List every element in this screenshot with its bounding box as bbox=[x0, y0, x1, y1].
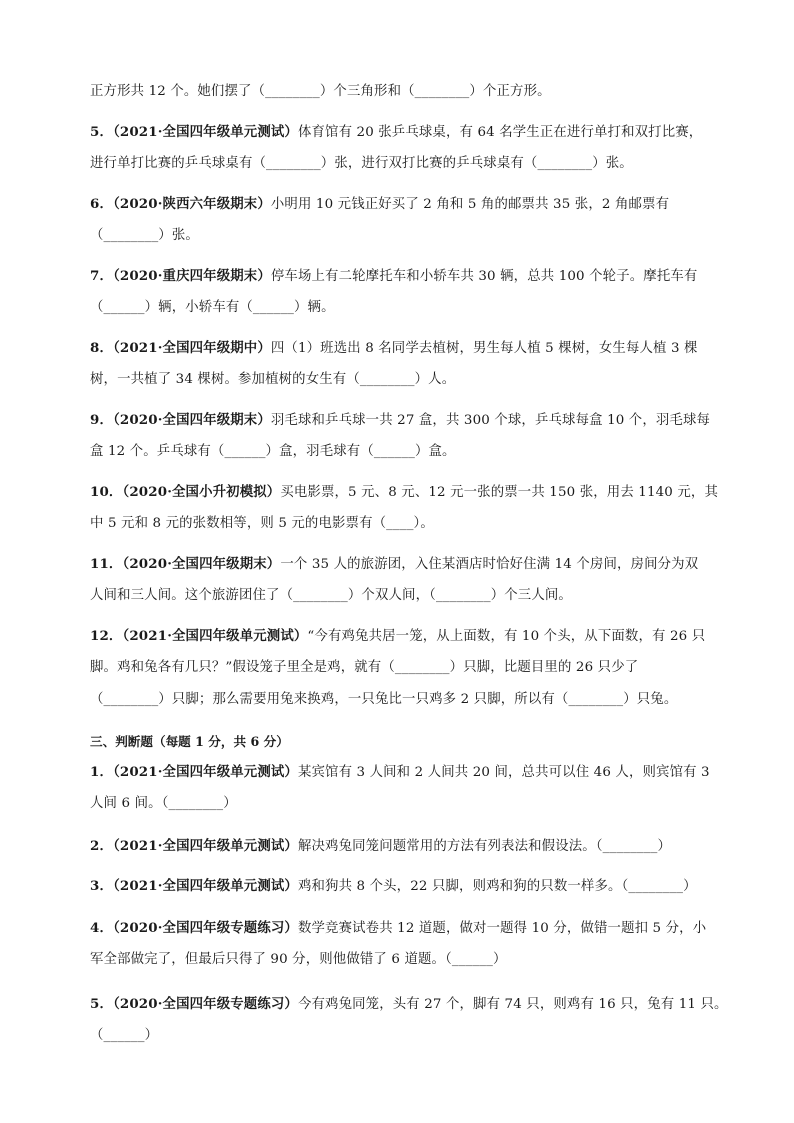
line-text: 买电影票，5 元、8 元、12 元一张的票一共 150 张，用去 1140 元，其 bbox=[280, 485, 718, 500]
question-source: （2020·陕西六年级期末） bbox=[113, 196, 271, 212]
question-source: （2020·全国小升初模拟） bbox=[122, 484, 281, 500]
line-text: 中 5 元和 8 元的张数相等，则 5 元的电影票有（____）。 bbox=[90, 516, 434, 531]
line-text: 体育馆有 20 张乒乓球桌，有 64 名学生正在进行单打和双打比赛， bbox=[297, 125, 703, 140]
question-source: （2020·全国四年级专题练习） bbox=[113, 920, 298, 936]
question-8-line-2 bbox=[90, 370, 710, 390]
question-number: 3． bbox=[90, 878, 114, 894]
line-text: 鸡和狗共 8 个头，22 只脚，则鸡和狗的只数一样多。（________） bbox=[297, 879, 697, 894]
line-text: 树，一共植了 34 棵树。参加植树的女生有（________）人。 bbox=[90, 372, 456, 387]
question-number: 12． bbox=[90, 628, 123, 644]
question-12-line-2 bbox=[90, 658, 710, 678]
question-number: 5． bbox=[90, 996, 114, 1012]
question-7-line-2 bbox=[90, 298, 710, 318]
question-8-line-1 bbox=[90, 338, 710, 359]
question-10-line-1 bbox=[90, 482, 718, 503]
question-source: （2020·全国四年级期末） bbox=[113, 412, 271, 428]
question-source: （2021·全国四年级期中） bbox=[113, 340, 271, 356]
question-source: （2020·重庆四年级期末） bbox=[113, 268, 271, 284]
line-text: 某宾馆有 3 人间和 2 人间共 20 间，总共可以住 46 人，则宾馆有 3 bbox=[297, 765, 710, 780]
question-number: 5． bbox=[90, 124, 114, 140]
question-number: 11． bbox=[90, 556, 123, 572]
line-text: 四（1）班选出 8 名同学去植树，男生每人植 5 棵树，女生每人植 3 棵 bbox=[270, 341, 698, 356]
judge-4-line-1 bbox=[90, 918, 710, 939]
line-text: 人间 6 间。（________） bbox=[90, 796, 237, 811]
question-6-line-2 bbox=[90, 226, 710, 246]
line-text: 停车场上有二轮摩托车和小轿车共 30 辆，总共 100 个轮子。摩托车有 bbox=[270, 269, 698, 284]
question-number: 4． bbox=[90, 920, 114, 936]
question-source: （2021·全国四年级单元测试） bbox=[113, 878, 298, 894]
line-text: 进行单打比赛的乒乓球桌有（________）张，进行双打比赛的乒乓球桌有（________）张。 bbox=[90, 156, 633, 171]
line-text: “今有鸡兔共居一笼，从上面数，有 10 个头，从下面数，有 26 只 bbox=[307, 629, 706, 644]
question-11-line-2 bbox=[90, 586, 710, 606]
line-text: 脚。鸡和兔各有几只？”假设笼子里全是鸡，就有（________）只脚，比题目里的 26 只少了 bbox=[90, 660, 639, 675]
judge-5-line-2 bbox=[90, 1026, 710, 1046]
line-text: 羽毛球和乒乓球一共 27 盒，共 300 个球，乒乓球每盒 10 个，羽毛球每 bbox=[270, 413, 711, 428]
line-text: 小明用 10 元钱正好买了 2 角和 5 角的邮票共 35 张，2 角邮票有 bbox=[270, 197, 670, 212]
line-text: （________）只脚；那么需要用兔来换鸡，一只兔比一只鸡多 2 只脚，所以有（________）只兔。 bbox=[90, 692, 678, 707]
question-number: 7． bbox=[90, 268, 114, 284]
question-6-line-1 bbox=[90, 194, 710, 215]
question-5-line-1 bbox=[90, 122, 710, 143]
line-text: 军全部做完了，但最后只得了 90 分，则他做错了 6 道题。（______） bbox=[90, 952, 507, 967]
line-text: 今有鸡兔同笼，头有 27 个，脚有 74 只，则鸡有 16 只，兔有 11 只。 bbox=[297, 997, 728, 1012]
judge-1-line-1 bbox=[90, 762, 710, 783]
question-source: （2021·全国四年级单元测试） bbox=[113, 124, 298, 140]
question-10-line-2 bbox=[90, 514, 710, 534]
question-source: （2021·全国四年级单元测试） bbox=[113, 838, 298, 854]
question-source: （2020·全国四年级期末） bbox=[122, 556, 281, 572]
question-source: （2021·全国四年级单元测试） bbox=[122, 628, 308, 644]
question-number: 2． bbox=[90, 838, 114, 854]
line-text: （______）辆，小轿车有（______）辆。 bbox=[90, 300, 335, 315]
question-source: （2021·全国四年级单元测试） bbox=[113, 764, 298, 780]
question-4-line-2 bbox=[90, 82, 710, 102]
question-9-line-2 bbox=[90, 442, 710, 462]
question-5-line-2 bbox=[90, 154, 710, 174]
question-number: 6． bbox=[90, 196, 114, 212]
question-11-line-1 bbox=[90, 554, 710, 575]
judge-3-line-1 bbox=[90, 876, 710, 897]
judge-2-line-1 bbox=[90, 836, 710, 857]
judge-5-line-1 bbox=[90, 994, 728, 1015]
line-text: 人间和三人间。这个旅游团住了（________）个双人间，（________）个三人间。 bbox=[90, 588, 572, 603]
question-9-line-1 bbox=[90, 410, 710, 431]
question-number: 1． bbox=[90, 764, 114, 780]
question-number: 8． bbox=[90, 340, 114, 356]
line-text: 盒 12 个。乒乓球有（______）盒，羽毛球有（______）盒。 bbox=[90, 444, 456, 459]
question-source: （2020·全国四年级专题练习） bbox=[113, 996, 298, 1012]
section-title: 三、判断题（每题 1 分，共 6 分） bbox=[90, 734, 289, 749]
question-12-line-3 bbox=[90, 690, 710, 710]
question-12-line-1 bbox=[90, 626, 710, 647]
question-number: 10． bbox=[90, 484, 123, 500]
line-text: 正方形共 12 个。她们摆了（________）个三角形和（________）个正方形。 bbox=[90, 84, 551, 99]
question-number: 9． bbox=[90, 412, 114, 428]
line-text: 数学竞赛试卷共 12 道题，做对一题得 10 分，做错一题扣 5 分，小 bbox=[297, 921, 707, 936]
line-text: （________）张。 bbox=[90, 228, 199, 243]
judge-1-line-2 bbox=[90, 794, 710, 814]
question-7-line-1 bbox=[90, 266, 710, 287]
line-text: （______） bbox=[90, 1028, 159, 1043]
line-text: 一个 35 人的旅游团，入住某酒店时恰好住满 14 个房间，房间分为双 bbox=[280, 557, 699, 572]
judge-4-line-2 bbox=[90, 950, 710, 970]
line-text: 解决鸡兔同笼问题常用的方法有列表法和假设法。（________） bbox=[297, 839, 671, 854]
